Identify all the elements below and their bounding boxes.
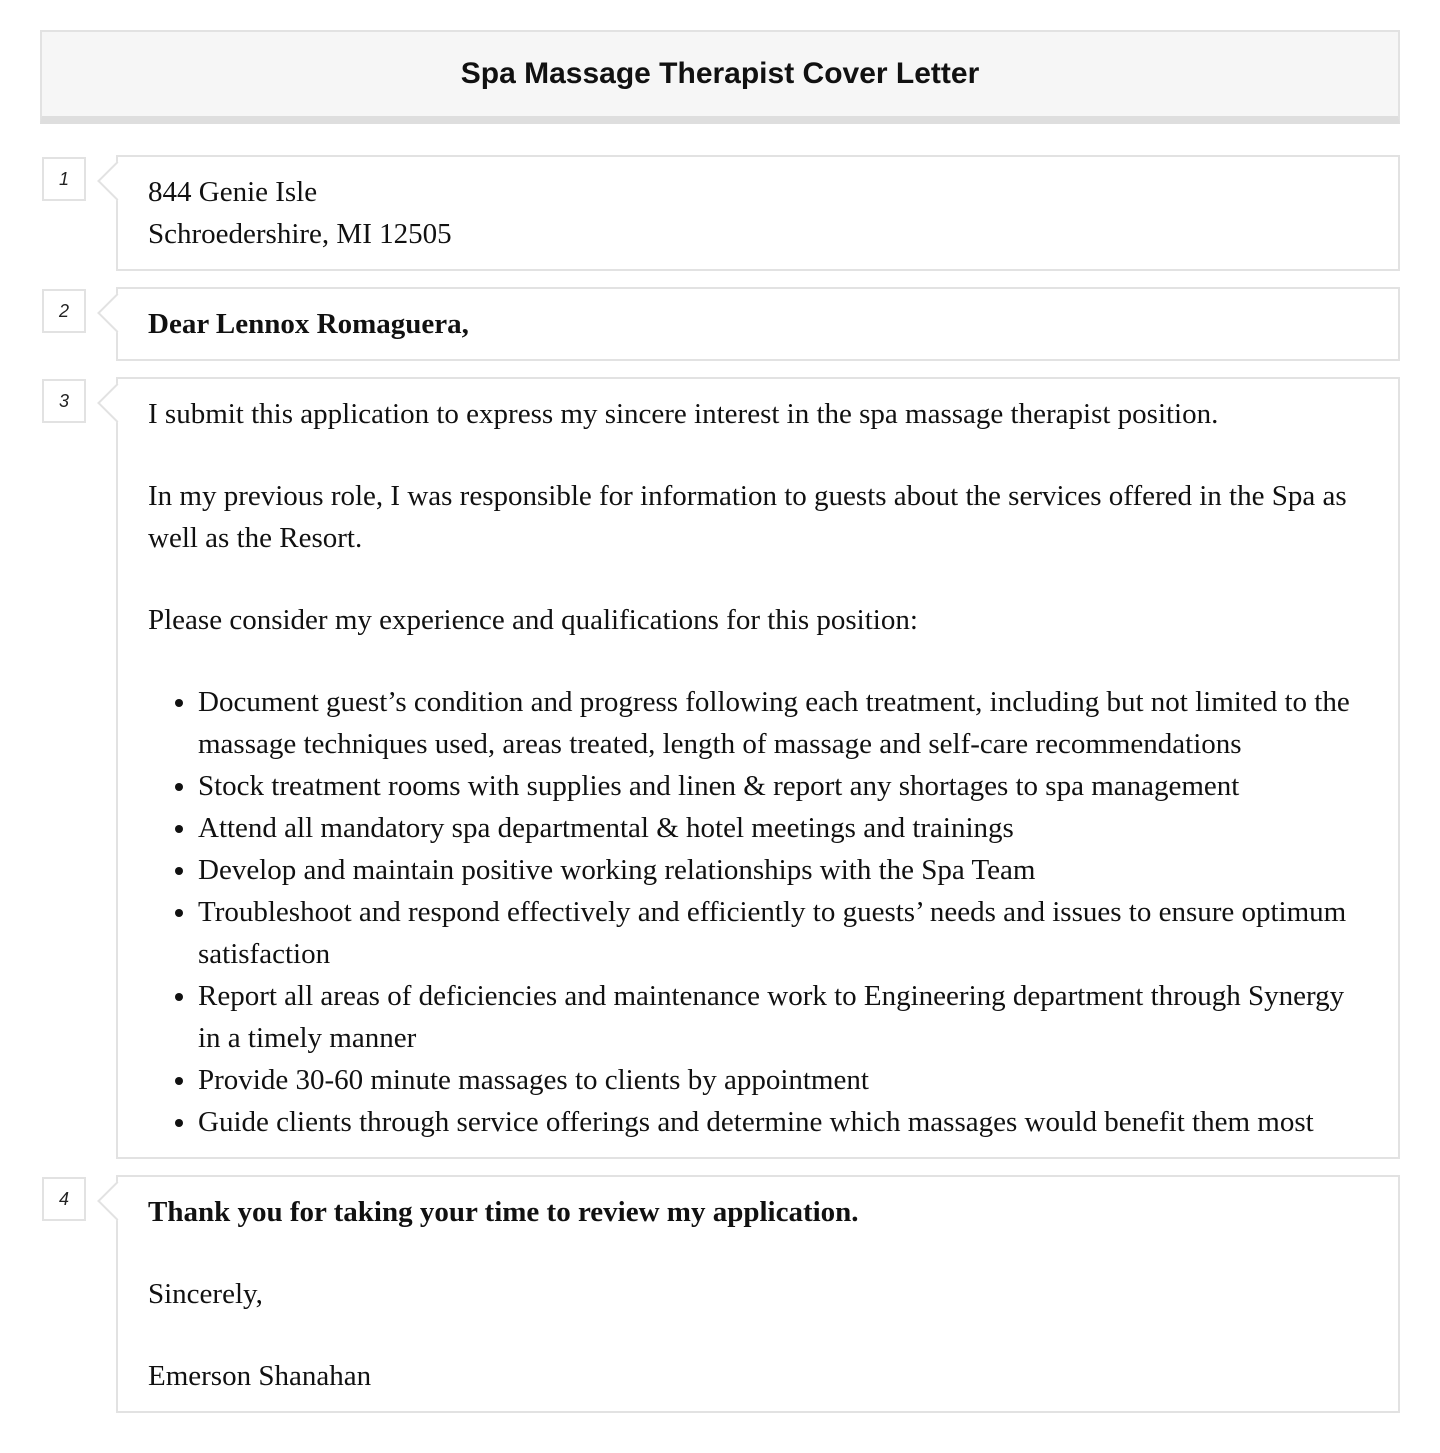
closing-block	[116, 1175, 1400, 1413]
list-item: • Develop and maintain positive working relationships with the Spa Team	[198, 849, 1368, 891]
list-item: • Stock treatment rooms with supplies and linen & report any shortages to spa management	[198, 765, 1368, 807]
address-line1: 844 Genie Isle	[148, 176, 318, 208]
address-block	[116, 155, 1400, 271]
list-item: • Guide clients through service offerings and determine which massages would benefit them most	[198, 1101, 1368, 1143]
closing-line: Sincerely,	[148, 1278, 263, 1310]
signature: Emerson Shanahan	[148, 1360, 372, 1392]
previous-role-paragraph: In my previous role, I was responsible for information to guests about the services offered in the Spa as well as the Resort.	[148, 480, 1347, 554]
list-item: • Report all areas of deficiencies and maintenance work to Engineering department through Synergy in a timely manner	[198, 975, 1368, 1059]
list-item: • Troubleshoot and respond effectively and efficiently to guests’ needs and issues to ensure optimum satisfaction	[198, 891, 1368, 975]
consider-paragraph: Please consider my experience and qualifications for this position:	[148, 604, 918, 636]
qualifications-list	[148, 681, 1368, 1143]
section-number: 1	[42, 157, 86, 201]
section-number: 4	[42, 1177, 86, 1221]
intro-paragraph: I submit this application to express my sincere interest in the spa massage therapist position.	[148, 398, 1219, 430]
address-line2: Schroedershire, MI 12505	[148, 218, 452, 250]
list-item: • Document guest’s condition and progress following each treatment, including but not limited to the massage techniques used, areas treated, length of massage and self-care recommendations	[198, 681, 1368, 765]
page-title: Spa Massage Therapist Cover Letter	[460, 57, 980, 90]
thanks-line: Thank you for taking your time to review my application.	[148, 1196, 859, 1228]
section-number: 3	[42, 379, 86, 423]
salutation-block	[116, 287, 1400, 361]
title-bar	[40, 30, 1400, 124]
salutation: Dear Lennox Romaguera,	[148, 308, 469, 340]
section-number: 2	[42, 289, 86, 333]
list-item: • Provide 30-60 minute massages to clients by appointment	[198, 1059, 1368, 1101]
body-block	[116, 377, 1400, 1159]
list-item: • Attend all mandatory spa departmental & hotel meetings and trainings	[198, 807, 1368, 849]
